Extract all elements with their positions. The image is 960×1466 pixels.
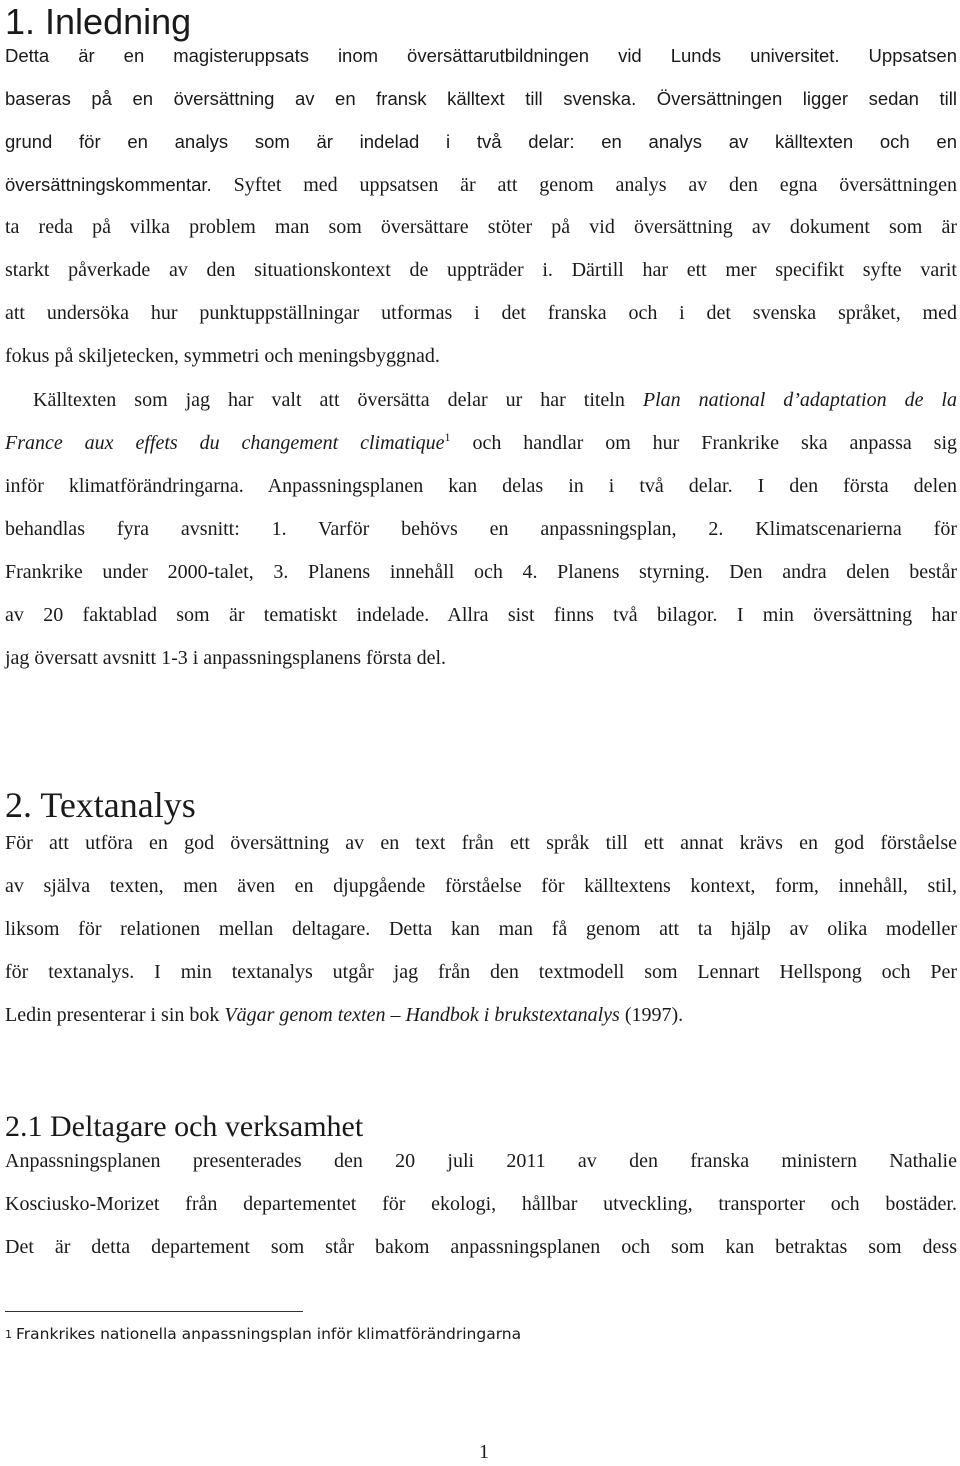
paragraph-textanalys xyxy=(5,822,957,1037)
text-line: grund för en analys som är indelad i två delar: en analys av källtexten och en xyxy=(5,131,957,152)
text-line: behandlas fyra avsnitt: 1. Varför behövs en anpassningsplan, 2. Klimatscenarierna för xyxy=(5,518,957,540)
text-line: av själva texten, men även en djupgående förståelse för källtextens kontext, form, innehåll, stil, xyxy=(5,875,957,897)
document-title-fr: France aux effets du changement climatique xyxy=(5,432,445,454)
section-heading-textanalys: 2. Textanalys xyxy=(5,785,196,825)
text-line: Frankrike under 2000-talet, 3. Planens innehåll och 4. Planens styrning. Den andra delen består xyxy=(5,561,957,583)
text-line xyxy=(5,994,957,1037)
footnote-ref: 1 xyxy=(444,430,451,444)
footnote xyxy=(5,1322,521,1347)
text-fragment: Ledin presenterar i sin bok xyxy=(5,1004,220,1026)
paragraph-intro xyxy=(5,34,957,378)
text-line: För att utföra en god översättning av en text från ett språk till ett annat krävs en god förståelse xyxy=(5,832,957,854)
text-line: att undersöka hur punktuppställningar utformas i det franska och i det svenska språket, med xyxy=(5,302,957,324)
page-number: 1 xyxy=(479,1441,489,1463)
text-line xyxy=(5,379,957,422)
section-heading-inledning: 1. Inledning xyxy=(5,1,192,42)
text-line: för textanalys. I min textanalys utgår jag från den textmodell som Lennart Hellspong och Per xyxy=(5,961,957,983)
text-line: jag översatt avsnitt 1-3 i anpassningsplanens första del. xyxy=(5,647,447,669)
text-fragment: Källtexten som jag har valt att översätta delar ur har titeln xyxy=(33,389,625,411)
text-fragment: och handlar om hur Frankrike ska anpassa sig xyxy=(472,432,958,454)
text-line: baseras på en översättning av en fransk källtext till svenska. Översättningen ligger sedan till xyxy=(5,88,957,109)
book-title: Vägar genom texten – Handbok i brukstextanalys xyxy=(224,1004,620,1026)
footnote-text: Frankrikes nationella anpassningsplan inför klimatförändringarna xyxy=(16,1325,522,1343)
text-line: fokus på skiljetecken, symmetri och meningsbyggnad. xyxy=(5,345,440,367)
text-line: inför klimatförändringarna. Anpassningsplanen kan delas in i två delar. I den första delen xyxy=(5,475,957,497)
text-fragment: översättningskommentar. xyxy=(5,174,212,195)
text-line: Det är detta departement som står bakom anpassningsplanen och som kan betraktas som dess xyxy=(5,1236,957,1258)
subsection-heading-deltagare: 2.1 Deltagare och verksamhet xyxy=(5,1110,364,1143)
text-line: liksom för relationen mellan deltagare. Detta kan man få genom att ta hjälp av olika modeller xyxy=(5,918,957,940)
paragraph-deltagare xyxy=(5,1140,957,1269)
footnote-divider xyxy=(5,1311,303,1312)
text-fragment: (1997). xyxy=(624,1004,684,1026)
text-line: Detta är en magisteruppsats inom översättarutbildningen vid Lunds universitet. Uppsatsen xyxy=(5,45,957,66)
text-line: ta reda på vilka problem man som översättare stöter på vid översättning av dokument som är xyxy=(5,216,957,238)
text-line: av 20 faktablad som är tematiskt indelade. Allra sist finns två bilagor. I min översättning har xyxy=(5,604,957,626)
text-line: Anpassningsplanen presenterades den 20 juli 2011 av den franska ministern Nathalie xyxy=(5,1150,957,1172)
text-line: starkt påverkade av den situationskontext de uppträder i. Därtill har ett mer specifikt syfte varit xyxy=(5,259,957,281)
text-line: Kosciusko-Morizet från departementet för ekologi, hållbar utveckling, transporter och bostäder. xyxy=(5,1193,957,1215)
text-fragment: Syftet med uppsatsen är att genom analys av den egna översättningen xyxy=(233,174,958,196)
paragraph-source-text xyxy=(5,379,957,680)
footnote-mark: 1 xyxy=(5,1328,12,1341)
text-line xyxy=(5,163,957,206)
text-line xyxy=(5,422,957,465)
document-title-fr: Plan national d’adaptation de la xyxy=(642,389,957,411)
